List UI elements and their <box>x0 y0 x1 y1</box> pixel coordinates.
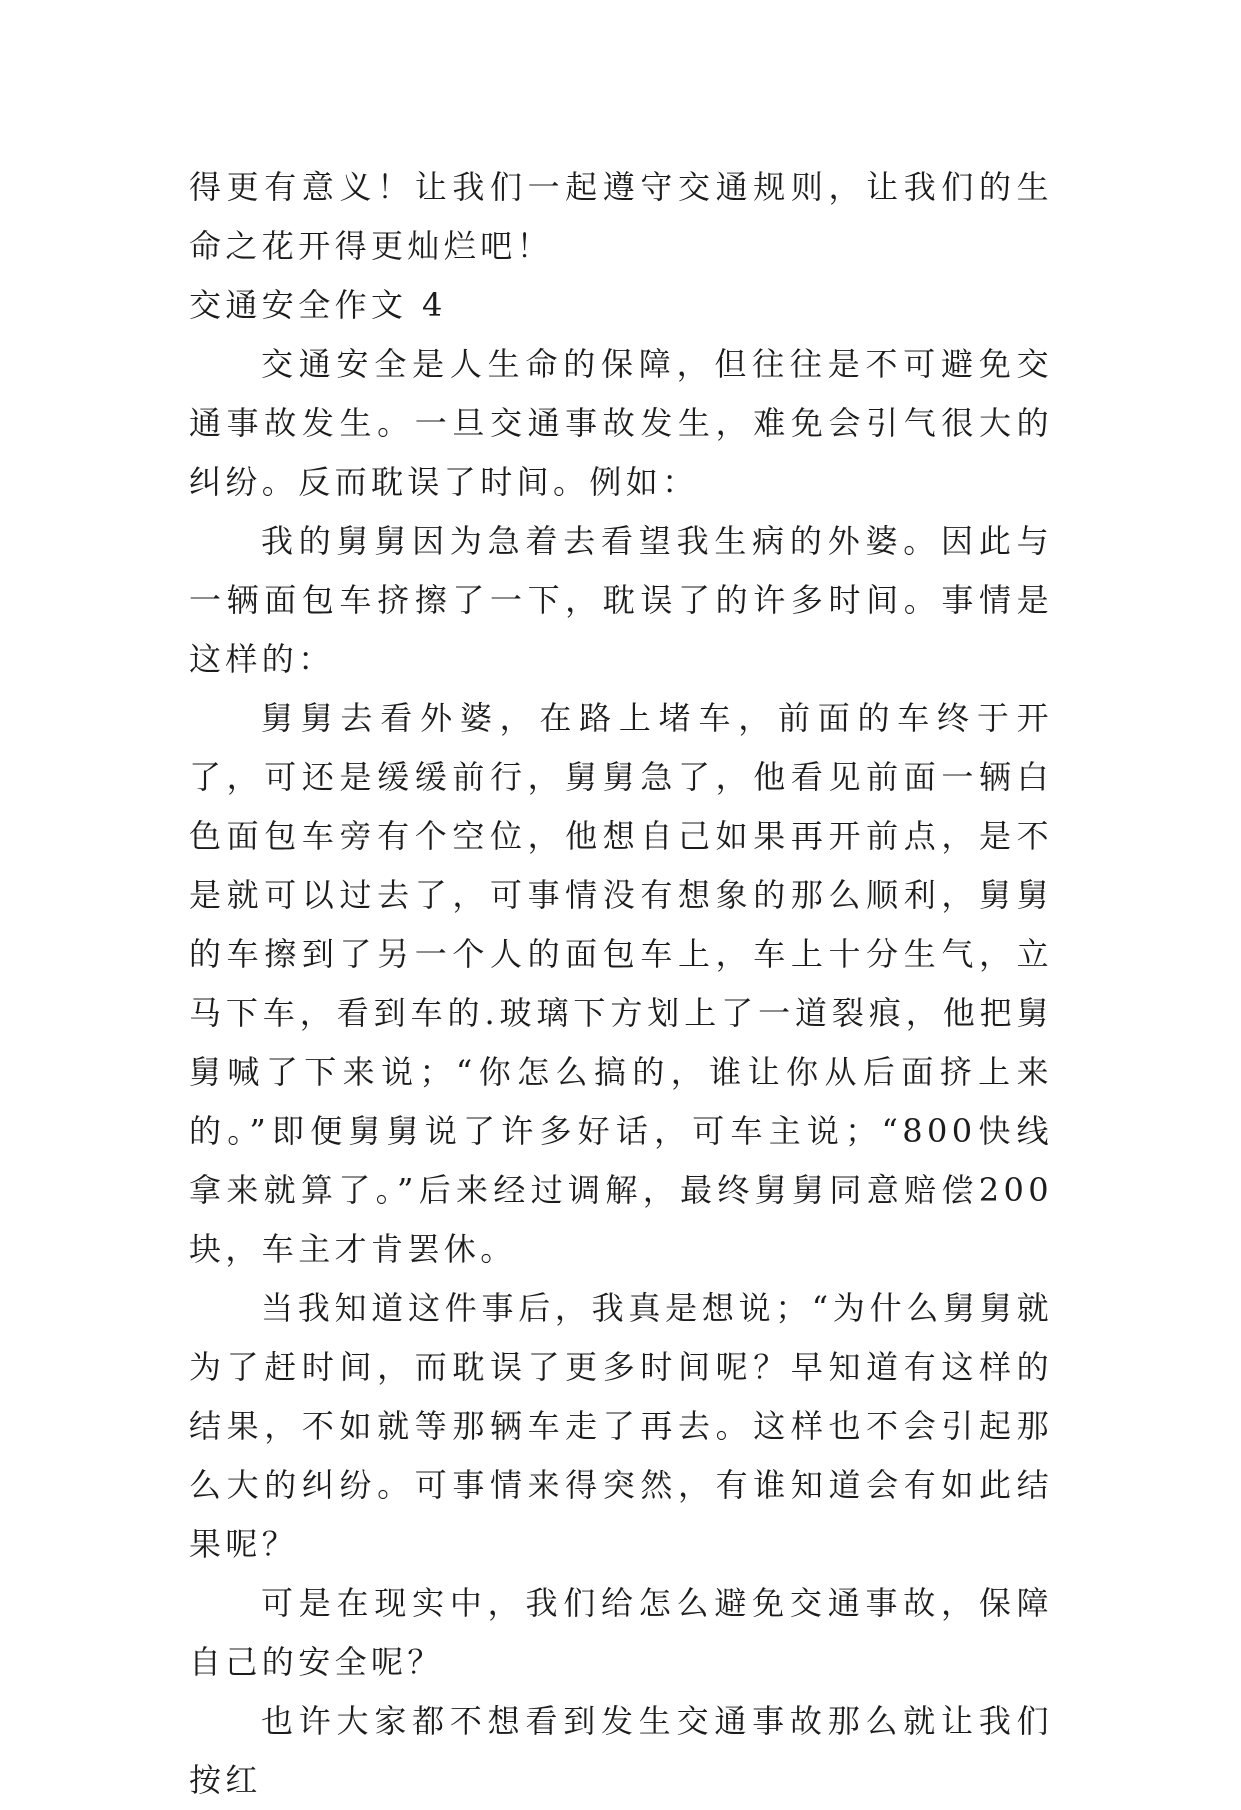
paragraph-story: 舅舅去看外婆，在路上堵车，前面的车终于开了，可还是缓缓前行，舅舅急了，他看见前面一辆白色面包车旁有个空位，他想自己如果再开前点，是不是就可以过去了，可事情没有想象的那么顺利，舅舅的车擦到了另一个人的面包车上，车上十分生气，立马下车，看到车的.玻璃下方划上了一道裂痕，他把舅舅喊了下来说；“你怎么搞的，谁让你从后面挤上来的。”即便舅舅说了许多好话，可车主说；“800快线拿来就算了。”后来经过调解，最终舅舅同意赔偿200块，车主才肯罢休。 <box>189 699 1053 1268</box>
paragraph-closing: 也许大家都不想看到发生交通事故那么就让我们按红 <box>189 1702 1053 1799</box>
paragraph-uncle: 我的舅舅因为急着去看望我生病的外婆。因此与一辆面包车挤擦了一下，耽误了的许多时间。事情是这样的： <box>189 522 1053 678</box>
paragraph-intro: 交通安全是人生命的保障，但往往是不可避免交通事故发生。一旦交通事故发生，难免会引气很大的纠纷。反而耽误了时间。例如： <box>189 345 1053 501</box>
paragraph-reflection: 当我知道这件事后，我真是想说；“为什么舅舅就为了赶时间，而耽误了更多时间呢？早知道有这样的结果，不如就等那辆车走了再去。这样也不会引起那么大的纠纷。可事情来得突然，有谁知道会有如此结果呢？ <box>189 1289 1053 1563</box>
section-heading: 交通安全作文 4 <box>189 286 447 324</box>
document-body <box>189 158 1053 1810</box>
paragraph-question: 可是在现实中，我们给怎么避免交通事故，保障自己的安全呢？ <box>189 1584 1053 1681</box>
paragraph-continuation: 得更有意义！让我们一起遵守交通规则，让我们的生命之花开得更灿烂吧！ <box>189 168 1053 265</box>
